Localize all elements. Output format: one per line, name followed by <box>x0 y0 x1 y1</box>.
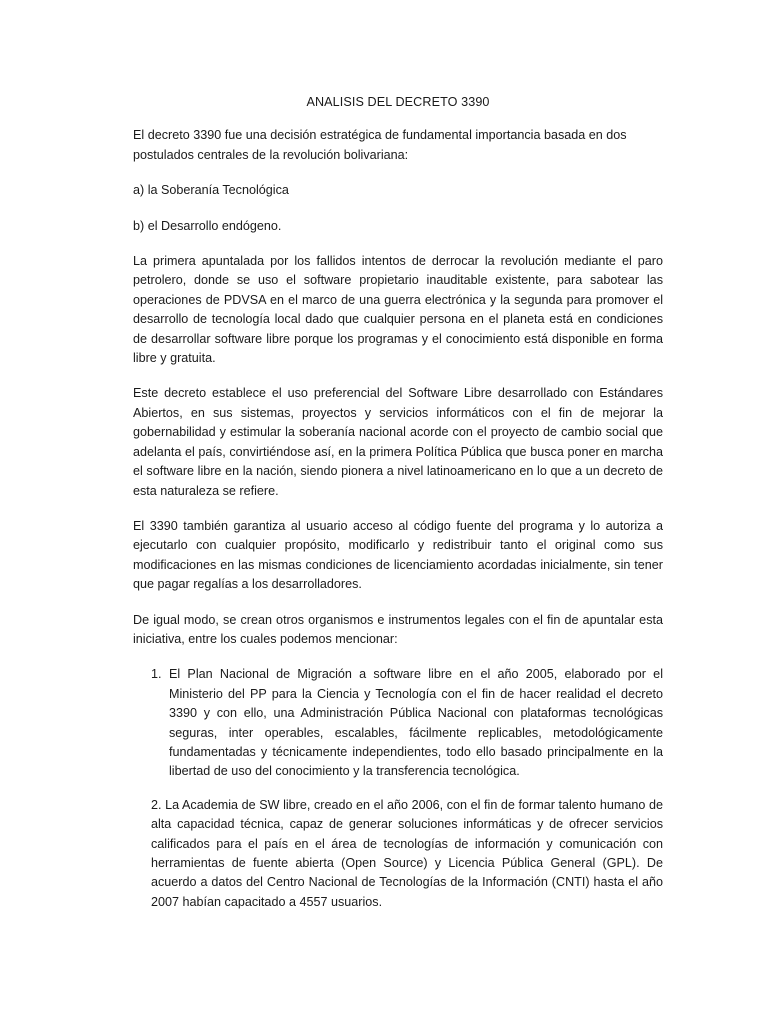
list-item-number: 1. <box>151 667 162 682</box>
list-item-text <box>151 796 663 912</box>
paragraph-organisms: De igual modo, se crean otros organismos e instrumentos legales con el fin de apuntalar esta iniciativa, entre los cuales podemos mencionar: <box>133 612 663 646</box>
paragraph-intro: El decreto 3390 fue una decisión estratégica de fundamental importancia basada en dos postulados centrales de la revolución bolivariana: <box>133 128 627 162</box>
paragraph-decree-establishes: Este decreto establece el uso preferencial del Software Libre desarrollado con Estándares Abiertos, en sus sistemas, proyectos y servicios informáticos con el fin de mejorar la gobernabilidad y estimular la soberanía nacional acorde con el proyecto de cambio social que adelanta el país, convirtiéndose así, en la primera Política Pública que busca poner en marcha el software libre en la nación, siendo pionera a nivel latinoamericano en lo que a un decreto de esta naturaleza se refiere. <box>133 386 663 498</box>
paragraph-point-b: b) el Desarrollo endógeno. <box>133 218 282 233</box>
list-item-number: 2. <box>151 797 162 812</box>
document-title: ANALISIS DEL DECRETO 3390 <box>306 95 490 109</box>
paragraph-point-a: a) la Soberanía Tecnológica <box>133 183 289 198</box>
list-item-1 <box>151 665 663 781</box>
document-body <box>133 93 663 926</box>
list-item-body: La Academia de SW libre, creado en el año 2006, con el fin de formar talento humano de alta capacidad técnica, capaz de generar soluciones informáticas y de ofrecer servicios calificados para el país en el área de tecnologías de información y comunicación con herramientas de fuente abierta (Open Source) y Licencia Pública General (GPL). De acuerdo a datos del Centro Nacional de Tecnologías de la Información (CNTI) hasta el año 2007 habían capacitado a 4557 usuarios. <box>151 797 663 909</box>
paragraph-first-postulate: La primera apuntalada por los fallidos intentos de derrocar la revolución mediante el paro petrolero, donde se uso el software propietario inauditable existente, para sabotear las operaciones de PDVSA en el marco de una guerra electrónica y la segunda para promover el desarrollo de tecnología local dado que cualquier persona en el planeta está en condiciones de desarrollar software libre porque los programas y el conocimiento está disponible en forma libre y gratuita. <box>133 254 663 366</box>
paragraph-source-access: El 3390 también garantiza al usuario acceso al código fuente del programa y lo autoriza a ejecutarlo con cualquier propósito, modificarlo y redistribuir tanto el original como sus modificaciones en las mismas condiciones de licenciamiento acordadas inicialmente, sin tener que pagar regalías a los desarrolladores. <box>133 518 663 592</box>
list-item-text: El Plan Nacional de Migración a software libre en el año 2005, elaborado por el Ministerio del PP para la Ciencia y Tecnología con el fin de hacer realidad el decreto 3390 y con ello, una Administración Pública Nacional con plataformas tecnológicas seguras, inter operables, escalables, fácilmente replicables, metodológicamente fundamentadas y técnicamente independientes, todo ello basado principalmente en la libertad de uso del conocimiento y la transferencia tecnológica. <box>169 667 663 779</box>
list-item-2 <box>151 796 663 912</box>
